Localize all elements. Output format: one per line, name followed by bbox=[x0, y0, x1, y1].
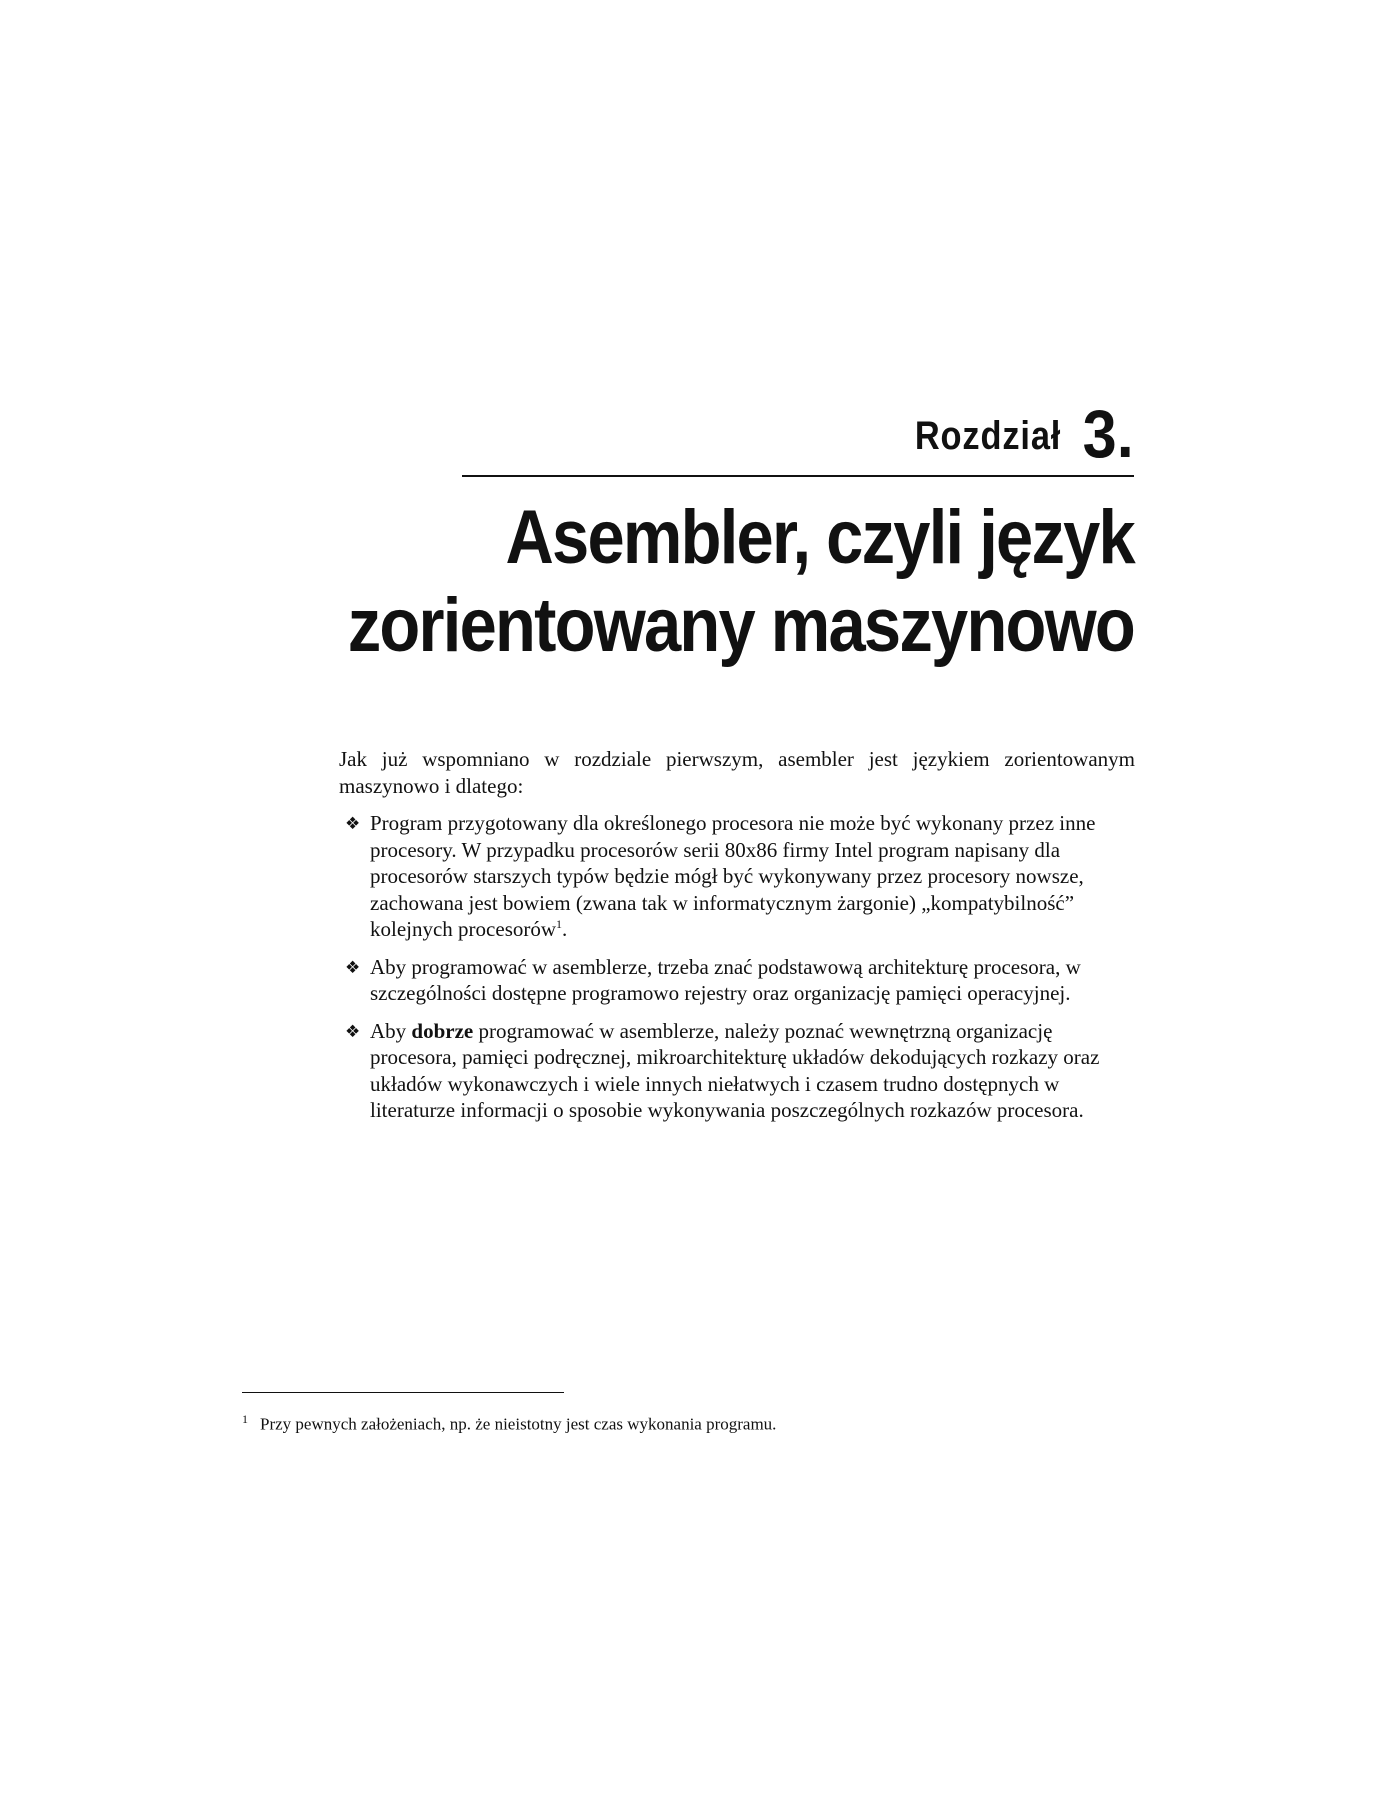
bullet-list bbox=[339, 810, 1135, 1124]
diamond-bullet-icon: ❖ bbox=[345, 957, 361, 978]
chapter-title-line-2: zorientowany maszynowo bbox=[347, 583, 1135, 668]
list-item bbox=[339, 954, 1135, 1007]
footnote-rule bbox=[242, 1392, 564, 1393]
bullet-text-suffix: programować w asemblerze, należy poznać wewnętrzną organizację procesora, pamięci podręcznej, mikroarchitekturę układów dekodujących rozkazy oraz układów wykonawczych i wiele innych niełatwych i czasem trudno dostępnych w literaturze informacji o sposobie wykonywania poszczególnych rozkazów procesora. bbox=[370, 1018, 1100, 1122]
diamond-bullet-icon: ❖ bbox=[345, 1021, 361, 1042]
diamond-bullet-icon: ❖ bbox=[345, 814, 361, 834]
chapter-title bbox=[234, 494, 1134, 670]
chapter-word: Rozdział bbox=[914, 414, 1062, 458]
footnote-text: Przy pewnych założeniach, np. że nieistotny jest czas wykonania programu. bbox=[260, 1414, 777, 1434]
bullet-text bbox=[370, 1018, 1135, 1124]
body-text bbox=[339, 746, 1135, 1135]
footnote-reference[interactable]: 1 bbox=[556, 917, 563, 931]
bullet-text-prefix: Aby bbox=[370, 1018, 412, 1043]
chapter-label bbox=[891, 396, 1134, 472]
intro-paragraph: Jak już wspomniano w rozdziale pierwszym, asembler jest językiem zorientowanym maszynowo i dlatego: bbox=[339, 747, 1135, 798]
list-item bbox=[339, 810, 1135, 943]
bullet-text-end: . bbox=[562, 917, 568, 941]
emphasis-word: dobrze bbox=[411, 1018, 474, 1043]
chapter-title-line-1: Asembler, czyli język bbox=[505, 495, 1134, 580]
title-rule bbox=[462, 475, 1134, 477]
footnote-mark: 1 bbox=[242, 1412, 248, 1426]
bullet-text-body: Program przygotowany dla określonego procesora nie może być wykonany przez inne procesory. W przypadku procesorów serii 80x86 firmy Intel program napisany dla procesorów starszych typów będzie mógł być wykonywany przez procesory nowsze, zachowana jest bowiem (zwana tak w informatycznym żargonie) „kompatybilność” kolejnych procesorów bbox=[370, 811, 1096, 941]
bullet-text: Aby programować w asemblerze, trzeba znać podstawową architekturę procesora, w szczególności dostępne programowo rejestry oraz organizację pamięci operacyjnej. bbox=[370, 954, 1081, 1005]
bullet-text bbox=[370, 810, 1135, 943]
chapter-number: 3. bbox=[1082, 396, 1134, 472]
list-item bbox=[339, 1018, 1135, 1124]
footnote bbox=[242, 1408, 1142, 1436]
